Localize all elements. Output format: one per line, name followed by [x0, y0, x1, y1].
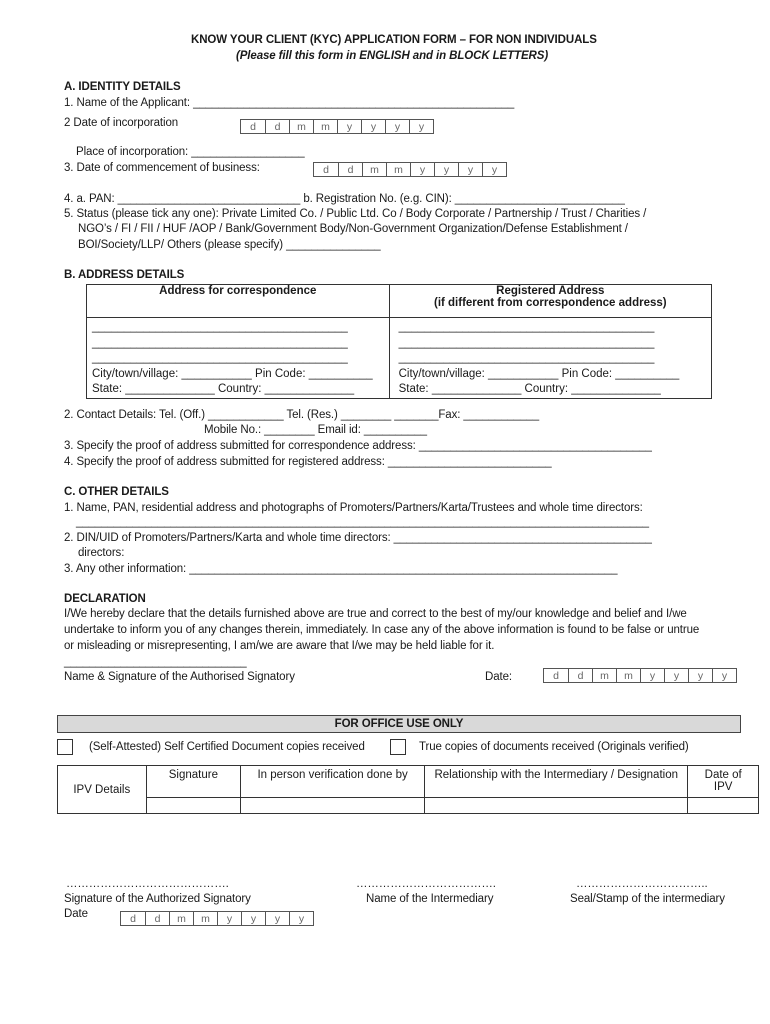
declaration-text-2: undertake to inform you of any changes therein, immediately. In case any of the above information is found to be false or untrue — [64, 624, 700, 636]
registered-address-cell[interactable]: ________________________________________ ________________________________________ ________________________________________ City/town/village: ___________ Pin Code: __________ State: ______________ Country: ______________ — [389, 318, 711, 399]
correspondence-label: Address for correspondence — [159, 285, 317, 297]
commencement-date-label: 3. Date of commencement of business: — [64, 162, 260, 174]
signature-line[interactable]: _____________________________ — [64, 656, 247, 668]
ipv-table — [57, 765, 759, 814]
status-line-3[interactable]: BOI/Society/LLP/ Others (please specify) _______________ — [78, 239, 381, 251]
incorporation-date-boxes[interactable]: d d m m y y y y — [240, 119, 434, 134]
pan-registration-field[interactable]: 4. a. PAN: _____________________________ b. Registration No. (e.g. CIN): ___________________________ — [64, 193, 625, 205]
ipv-person-header: In person verification done by — [241, 766, 425, 798]
section-b-heading: B. ADDRESS DETAILS — [64, 269, 185, 281]
declaration-heading: DECLARATION — [64, 593, 146, 605]
self-attested-checkbox[interactable] — [57, 739, 73, 755]
ipv-label-cell — [58, 766, 147, 814]
ipv-relationship-cell[interactable] — [425, 798, 688, 814]
address-table — [86, 284, 712, 399]
status-line-1: 5. Status (please tick any one): Private Limited Co. / Public Ltd. Co / Body Corporate / Partnership / Trust / Charities / — [64, 208, 647, 220]
ipv-label: IPV Details — [73, 783, 131, 796]
true-copies-label: True copies of documents received (Originals verified) — [419, 741, 689, 753]
registered-sublabel: (if different from correspondence address) — [433, 297, 667, 309]
intermediary-name-label: Name of the Intermediary — [366, 893, 494, 905]
correspondence-proof-field[interactable]: 3. Specify the proof of address submitted for correspondence address: _____________________________________ — [64, 440, 652, 452]
other-info-field[interactable]: 3. Any other information: ____________________________________________________________________ — [64, 563, 618, 575]
form-subtitle: (Please fill this form in ENGLISH and in BLOCK LETTERS) — [236, 50, 549, 62]
din-uid-field[interactable]: 2. DIN/UID of Promoters/Partners/Karta and whole time directors: _________________________________________ — [64, 532, 652, 544]
contact-details-field[interactable]: 2. Contact Details: Tel. (Off.) ____________ Tel. (Res.) ________ _______Fax: ____________ — [64, 409, 539, 421]
commencement-date-boxes[interactable]: d d m m y y y y — [313, 162, 507, 177]
registered-proof-field[interactable]: 4. Specify the proof of address submitted for registered address: __________________________ — [64, 456, 552, 468]
din-uid-label-cont: directors: — [78, 547, 125, 559]
declaration-date-label: Date: — [485, 671, 512, 683]
footer-date-boxes[interactable]: d d m m y y y y — [120, 911, 314, 926]
true-copies-checkbox[interactable] — [390, 739, 406, 755]
status-line-2: NGO’s / FI / FII / HUF /AOP / Bank/Government Body/Non-Government Organization/Defense Establishment / — [78, 223, 628, 235]
correspondence-state: State: ______________ Country: ______________ — [92, 383, 355, 395]
correspondence-address-cell[interactable]: ________________________________________ ________________________________________ ________________________________________ City/town/village: ___________ Pin Code: __________ State: ______________ Country: ______________ — [87, 318, 390, 399]
registered-label: Registered Address — [496, 285, 605, 297]
promoters-details-line[interactable]: ___________________________________________________________________________________________ — [76, 516, 649, 528]
incorporation-date-label: 2 Date of incorporation — [64, 117, 179, 129]
seal-line[interactable]: …………………………….. — [576, 878, 708, 890]
intermediary-name-line[interactable]: ………………………………. — [356, 878, 496, 890]
correspondence-city: City/town/village: ___________ Pin Code: __________ — [92, 367, 373, 380]
ipv-signature-header: Signature — [146, 766, 241, 798]
registered-city: City/town/village: ___________ Pin Code: __________ — [398, 367, 680, 380]
registered-state: State: ______________ Country: ______________ — [398, 383, 661, 395]
registered-header — [389, 285, 711, 318]
applicant-name-field[interactable]: 1. Name of the Applicant: ___________________________________________________ — [64, 97, 515, 109]
ipv-date-cell[interactable] — [688, 798, 759, 814]
correspondence-header — [87, 285, 390, 318]
authorized-signatory-label: Signature of the Authorized Signatory — [64, 893, 251, 905]
footer-date-label: Date — [64, 908, 88, 920]
self-attested-label: (Self-Attested) Self Certified Document copies received — [89, 741, 365, 753]
ipv-date-header: Date of IPV — [688, 766, 759, 798]
authorised-signatory-label: Name & Signature of the Authorised Signatory — [64, 671, 295, 683]
mobile-email-field[interactable]: Mobile No.: ________ Email id: __________ — [204, 424, 427, 436]
declaration-text-3: or misleading or misrepresenting, I am/we are aware that I/we may be held liable for it. — [64, 640, 495, 652]
declaration-date-boxes[interactable]: d d m m y y y y — [543, 668, 737, 683]
authorized-signature-line[interactable]: ……………………………………. — [66, 878, 229, 890]
ipv-signature-cell[interactable] — [146, 798, 241, 814]
declaration-text-1: I/We hereby declare that the details furnished above are true and correct to the best of my/our knowledge and belief and I/we — [64, 608, 687, 620]
seal-stamp-label: Seal/Stamp of the intermediary — [570, 893, 725, 905]
ipv-relationship-header: Relationship with the Intermediary / Designation — [425, 766, 688, 798]
form-title: KNOW YOUR CLIENT (KYC) APPLICATION FORM – FOR NON INDIVIDUALS — [191, 34, 597, 46]
section-c-heading: C. OTHER DETAILS — [64, 486, 169, 498]
ipv-person-cell[interactable] — [241, 798, 425, 814]
promoters-details-label: 1. Name, PAN, residential address and photographs of Promoters/Partners/Karta/Trustees and whole time directors: — [64, 502, 643, 514]
incorporation-place-field[interactable]: Place of incorporation: __________________ — [76, 146, 305, 158]
office-use-banner: FOR OFFICE USE ONLY — [57, 715, 741, 733]
section-a-heading: A. IDENTITY DETAILS — [64, 81, 181, 93]
